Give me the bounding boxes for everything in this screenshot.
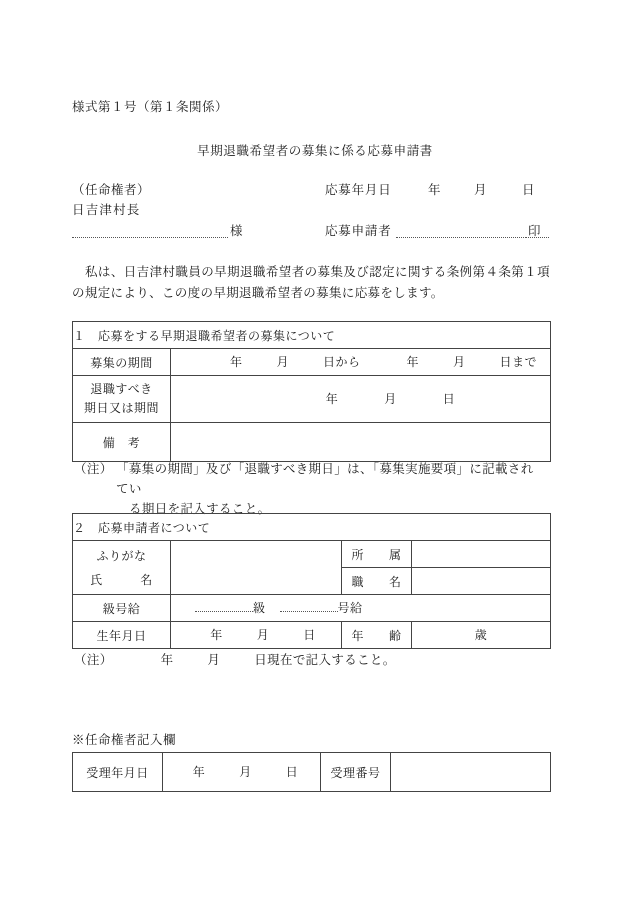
table-row [73,349,551,376]
remarks-label: 備 考 [73,423,171,462]
applicant-write-line[interactable] [396,221,526,238]
apply-date-day-unit: 日 [522,183,535,197]
retirement-date-label-line1: 退職すべき [90,382,153,396]
note2-text: 日現在で記入すること。 [254,653,396,667]
received-number-value[interactable] [391,753,551,792]
page-title: 早期退職希望者の募集に係る応募申請書 [197,144,433,158]
table-row [73,376,551,423]
period-to-year: 年 [406,354,420,369]
received-date-label: 受理年月日 [73,753,163,792]
remarks-value[interactable] [171,423,551,462]
age-label: 年 齢 [342,622,412,649]
birth-year-unit: 年 [210,627,223,642]
position-value[interactable] [412,568,551,595]
apply-date-label: 応募年月日 [325,183,392,197]
affiliation-value[interactable] [412,541,551,568]
grade-label: 級号給 [73,595,171,622]
note-marker: （注） [74,462,113,476]
name-label-text: 氏 名 [90,572,153,587]
grade-unit: 級 [253,600,266,615]
birthdate-value[interactable] [171,622,342,649]
note2-month-unit: 月 [207,653,221,667]
grade-blank-1[interactable] [195,599,253,612]
table-row [73,541,551,568]
retirement-year: 年 [325,391,339,406]
affiliation-label: 所 属 [342,541,412,568]
period-from-day: 日から [322,354,361,369]
table-row [73,322,551,349]
recruitment-table [72,321,551,462]
furigana-label: ふりがな [96,548,147,563]
note-recruitment [74,459,550,519]
note2-marker: （注） [74,653,113,667]
table-row [73,622,551,649]
note-line-2: る期日を記入すること。 [129,502,271,516]
received-day-unit: 日 [285,764,299,779]
applicant-table [72,513,551,649]
note-line-1: 「募集の期間」及び「退職すべき期日」は、「募集実施要項」に記載されてい [116,462,534,496]
sama-suffix: 様 [230,224,243,238]
note-applicant [74,650,550,670]
received-month-unit: 月 [239,764,252,779]
appointer-label: （任命権者） [72,183,151,197]
recruitment-period-label: 募集の期間 [73,349,171,376]
apply-date-month-unit: 月 [474,183,487,197]
appointer-write-line[interactable] [72,221,228,238]
retirement-month: 月 [384,391,397,406]
apply-date-year-unit: 年 [428,183,441,197]
position-label: 職 名 [342,568,412,595]
retirement-date-value[interactable] [171,376,551,423]
received-year-unit: 年 [192,764,206,779]
grade-value[interactable] [171,595,551,622]
note2-year-unit: 年 [160,653,174,667]
office-section-heading: ※任命権者記入欄 [72,733,177,747]
birth-day-unit: 日 [303,627,316,642]
name-value[interactable] [171,541,342,595]
form-number: 様式第１号（第１条関係） [72,100,229,114]
grade-blank-2[interactable] [280,599,338,612]
retirement-date-label [73,376,171,423]
grade-number-unit: 号給 [337,600,363,615]
period-from-year: 年 [229,354,243,369]
office-table [72,752,551,792]
table-row [73,423,551,462]
name-label [73,541,171,595]
received-number-label: 受理番号 [321,753,391,792]
table-row [73,514,551,541]
seal-mark: 印 [528,224,541,238]
recruitment-period-value[interactable] [171,349,551,376]
birth-month-unit: 月 [256,627,270,642]
retirement-date-label-line2: 期日又は期間 [83,401,159,415]
period-from-month: 月 [276,354,289,369]
header-block [0,180,630,242]
table-row [73,595,551,622]
intro-paragraph: 私は、日吉津村職員の早期退職希望者の募集及び認定に関する条例第４条第１項の規定により、この度の早期退職希望者の募集に応募をします。 [72,265,550,300]
retirement-day: 日 [442,391,456,406]
age-value[interactable] [412,622,551,649]
period-to-day: 日まで [499,354,538,369]
age-unit: 歳 [474,627,488,642]
birthdate-label: 生年月日 [73,622,171,649]
applicant-section-title: ２ 応募申請者について [73,514,551,541]
appointer-name: 日吉津村長 [72,203,141,217]
period-to-month: 月 [453,354,466,369]
table-row [73,753,551,792]
recruitment-section-title: １ 応募をする早期退職希望者の募集について [73,322,551,349]
received-date-value[interactable] [163,753,321,792]
applicant-label: 応募申請者 [325,224,392,238]
